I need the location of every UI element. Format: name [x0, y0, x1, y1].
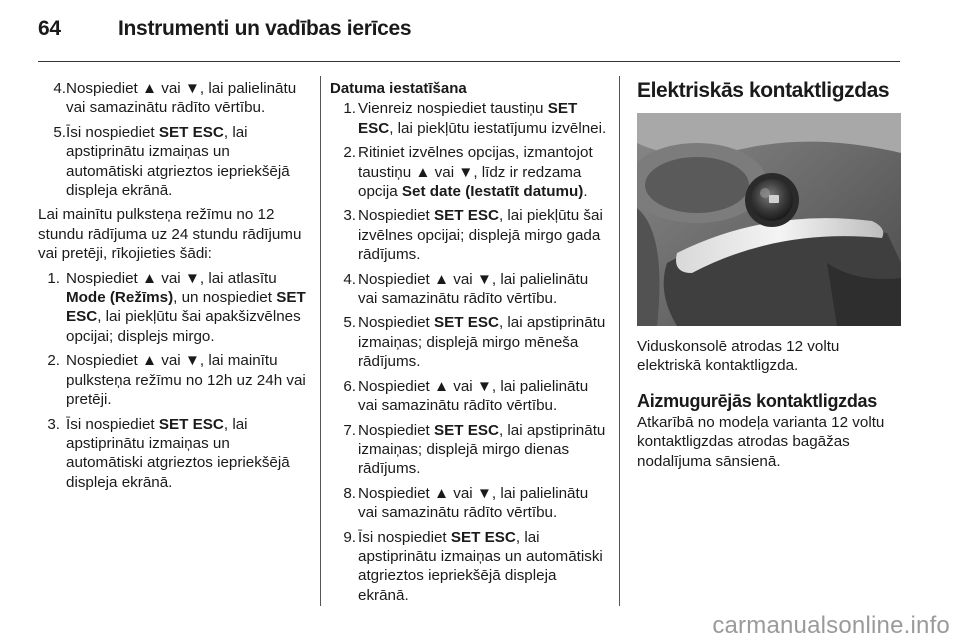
list-item: 2. Ritiniet izvēlnes opcijas, izmantojot taustiņu ▲ vai ▼, līdz ir redzama opcija Set date (Iestatīt datumu).	[343, 144, 593, 201]
list-item: 8. Nospiediet ▲ vai ▼, lai palielinātu vai samazinātu rādīto vērtību.	[343, 484, 589, 522]
key-label: SET ESC	[433, 421, 499, 439]
watermark: carmanualsonline.info	[712, 612, 950, 639]
header-divider	[38, 61, 900, 62]
section-subtitle: Aizmugurējās kontaktligzdas	[637, 390, 877, 411]
socket-photo	[637, 113, 901, 326]
step-text: Nospiediet ▲ vai ▼, lai palielinātu vai samazinātu rādīto vērtību.	[66, 80, 297, 117]
steps-list-clock-mode	[38, 269, 310, 492]
key-label: SET ESC	[450, 528, 516, 546]
list-item: 4. Nospiediet ▲ vai ▼, lai palielinātu vai samazinātu rādīto vērtību.	[343, 270, 589, 308]
column-middle	[330, 79, 608, 610]
list-item: 5. Nospiediet SET ESC, lai apstiprinātu izmaiņas; displejā mirgo mēneša rādījums.	[343, 314, 606, 371]
key-label: SET ESC	[158, 415, 224, 433]
key-label: SET ESC	[66, 289, 306, 326]
menu-label: Mode (Režīms)	[66, 289, 174, 307]
list-item: 3. Īsi nospiediet SET ESC, lai apstiprinātu izmaiņas un automātiski atgrieztos iepriekšējā displeja ekrānā.	[47, 415, 290, 491]
steps-list-date	[330, 99, 608, 605]
list-item: 5. Īsi nospiediet SET ESC, lai apstiprinātu izmaiņas un automātiski atgrieztos iepriekšējā displeja ekrānā.	[53, 123, 290, 200]
section-heading: Datuma iestatīšana	[330, 80, 467, 97]
page-header	[38, 17, 900, 57]
list-item: 1. Vienreiz nospiediet taustiņu SET ESC, lai piekļūtu iestatījumu izvēlnei.	[343, 100, 607, 137]
menu-label: Set date (Iestatīt datumu)	[401, 183, 584, 201]
column-divider	[619, 76, 620, 606]
key-label: SET ESC	[358, 100, 578, 137]
column-divider	[320, 76, 321, 606]
paragraph: Lai mainītu pulksteņa režīmu no 12 stundu rādījuma uz 24 stundu rādījumu vai pretēji, rīkojieties šādi:	[38, 206, 302, 263]
power-socket-illustration	[637, 113, 901, 326]
key-label: SET ESC	[433, 207, 499, 225]
key-label: SET ESC	[433, 314, 499, 332]
section-title: Elektriskās kontaktligzdas	[637, 79, 890, 102]
column-right	[637, 79, 901, 471]
steps-list-continued	[38, 79, 310, 200]
page-title: Instrumenti un vadības ierīces	[118, 17, 412, 40]
key-label: SET ESC	[158, 123, 224, 141]
page-number: 64	[38, 17, 61, 40]
list-item: 2. Nospiediet ▲ vai ▼, lai mainītu pulksteņa režīmu no 12h uz 24h vai pretēji.	[47, 352, 306, 409]
list-item: 7. Nospiediet SET ESC, lai apstiprinātu izmaiņas; displejā mirgo dienas rādījums.	[343, 421, 606, 478]
list-item: 6. Nospiediet ▲ vai ▼, lai palielinātu vai samazinātu rādīto vērtību.	[343, 377, 589, 415]
column-left	[38, 79, 310, 497]
list-item: 4. Nospiediet ▲ vai ▼, lai palielinātu vai samazinātu rādīto vērtību.	[53, 80, 297, 117]
list-item: 9. Īsi nospiediet SET ESC, lai apstiprinātu izmaiņas un automātiski atgrieztos iepriekšējā displeja ekrānā.	[343, 528, 603, 604]
list-item: 1. Nospiediet ▲ vai ▼, lai atlasītu Mode (Režīms), un nospiediet SET ESC, lai piekļūtu šai apakšizvēlnes opcijai; displejs mirgo.	[47, 269, 306, 345]
paragraph: Atkarībā no modeļa varianta 12 voltu kontaktligzdas atrodas bagāžas nodalījuma sānsienā.	[637, 413, 885, 470]
list-item: 3. Nospiediet SET ESC, lai piekļūtu šai izvēlnes opcijai; displejā mirgo gada rādījums.	[343, 207, 603, 264]
photo-caption: Viduskonsolē atrodas 12 voltu elektriskā kontaktligzda.	[637, 338, 840, 375]
